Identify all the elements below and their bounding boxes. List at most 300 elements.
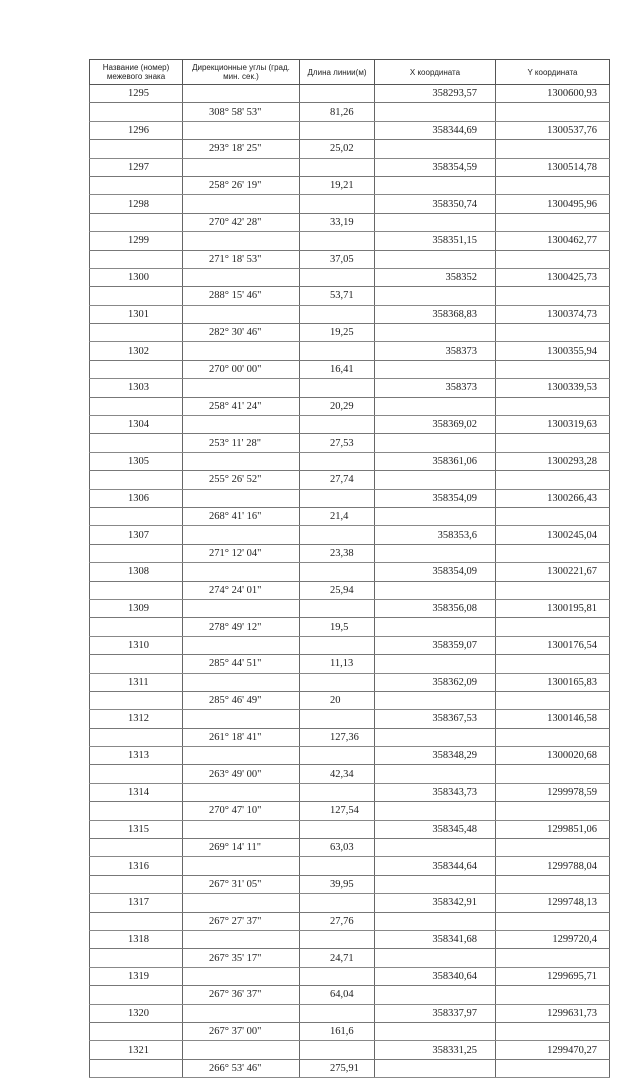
y-coordinate: 1299631,73 [496, 1004, 610, 1022]
empty-cell [183, 452, 300, 470]
empty-cell [183, 783, 300, 801]
empty-cell [90, 691, 183, 709]
direction-angle: 261° 18' 41" [183, 728, 300, 746]
table-row-point [90, 673, 610, 691]
empty-cell [375, 324, 496, 342]
empty-cell [183, 85, 300, 103]
table-row-segment [90, 1059, 610, 1077]
empty-cell [496, 655, 610, 673]
x-coordinate: 358342,91 [375, 894, 496, 912]
table-row-segment [90, 176, 610, 194]
table-row-point [90, 563, 610, 581]
empty-cell [183, 636, 300, 654]
line-length: 33,19 [300, 213, 375, 231]
x-coordinate: 358356,08 [375, 599, 496, 617]
table-row-point [90, 268, 610, 286]
y-coordinate: 1300176,54 [496, 636, 610, 654]
empty-cell [496, 103, 610, 121]
table-row-point [90, 636, 610, 654]
table-row-segment [90, 949, 610, 967]
point-name: 1300 [90, 268, 183, 286]
table-row-point [90, 894, 610, 912]
direction-angle: 308° 58' 53" [183, 103, 300, 121]
table-row-segment [90, 471, 610, 489]
direction-angle: 267° 37' 00" [183, 1022, 300, 1040]
point-name: 1302 [90, 342, 183, 360]
direction-angle: 258° 41' 24" [183, 397, 300, 415]
empty-cell [183, 930, 300, 948]
x-coordinate: 358343,73 [375, 783, 496, 801]
point-name: 1312 [90, 710, 183, 728]
empty-cell [90, 875, 183, 893]
direction-angle: 266° 53' 46" [183, 1059, 300, 1077]
point-name: 1316 [90, 857, 183, 875]
x-coordinate: 358344,64 [375, 857, 496, 875]
point-name: 1295 [90, 85, 183, 103]
empty-cell [183, 1004, 300, 1022]
empty-cell [375, 802, 496, 820]
empty-cell [90, 434, 183, 452]
table-row-point [90, 379, 610, 397]
table-row-point [90, 599, 610, 617]
table-row-segment [90, 360, 610, 378]
x-coordinate: 358373 [375, 379, 496, 397]
point-name: 1296 [90, 121, 183, 139]
table-row-segment [90, 287, 610, 305]
empty-cell [90, 213, 183, 231]
x-coordinate: 358340,64 [375, 967, 496, 985]
direction-angle: 278° 49' 12" [183, 618, 300, 636]
empty-cell [375, 986, 496, 1004]
table-row-segment [90, 765, 610, 783]
empty-cell [90, 618, 183, 636]
point-name: 1320 [90, 1004, 183, 1022]
table-row-segment [90, 140, 610, 158]
x-coordinate: 358367,53 [375, 710, 496, 728]
line-length: 19,21 [300, 176, 375, 194]
empty-cell [300, 1041, 375, 1059]
direction-angle: 293° 18' 25" [183, 140, 300, 158]
boundary-table-sheet [89, 59, 609, 1078]
table-row-point [90, 857, 610, 875]
empty-cell [496, 397, 610, 415]
empty-cell [496, 912, 610, 930]
table-row-segment [90, 581, 610, 599]
direction-angle: 267° 35' 17" [183, 949, 300, 967]
table-row-point [90, 121, 610, 139]
table-row-segment [90, 434, 610, 452]
line-length: 127,54 [300, 802, 375, 820]
direction-angle: 282° 30' 46" [183, 324, 300, 342]
table-row-segment [90, 875, 610, 893]
empty-cell [300, 1004, 375, 1022]
x-coordinate: 358354,59 [375, 158, 496, 176]
point-name: 1321 [90, 1041, 183, 1059]
empty-cell [496, 434, 610, 452]
point-name: 1297 [90, 158, 183, 176]
point-name: 1314 [90, 783, 183, 801]
table-row-segment [90, 839, 610, 857]
point-name: 1298 [90, 195, 183, 213]
y-coordinate: 1300020,68 [496, 747, 610, 765]
table-row-segment [90, 691, 610, 709]
table-row-point [90, 1004, 610, 1022]
y-coordinate: 1300374,73 [496, 305, 610, 323]
empty-cell [496, 360, 610, 378]
empty-cell [90, 655, 183, 673]
point-name: 1318 [90, 930, 183, 948]
empty-cell [90, 1022, 183, 1040]
line-length: 64,04 [300, 986, 375, 1004]
point-name: 1299 [90, 232, 183, 250]
line-length: 39,95 [300, 875, 375, 893]
line-length: 19,25 [300, 324, 375, 342]
line-length: 23,38 [300, 544, 375, 562]
x-coordinate: 358354,09 [375, 563, 496, 581]
empty-cell [375, 765, 496, 783]
y-coordinate: 1299695,71 [496, 967, 610, 985]
empty-cell [375, 176, 496, 194]
empty-cell [90, 839, 183, 857]
y-coordinate: 1300355,94 [496, 342, 610, 360]
x-coordinate: 358350,74 [375, 195, 496, 213]
table-row-segment [90, 986, 610, 1004]
y-coordinate: 1299720,4 [496, 930, 610, 948]
point-name: 1307 [90, 526, 183, 544]
table-row-segment [90, 324, 610, 342]
table-row-point [90, 489, 610, 507]
x-coordinate: 358348,29 [375, 747, 496, 765]
x-coordinate: 358344,69 [375, 121, 496, 139]
direction-angle: 285° 44' 51" [183, 655, 300, 673]
empty-cell [375, 618, 496, 636]
empty-cell [375, 912, 496, 930]
line-length: 27,74 [300, 471, 375, 489]
empty-cell [375, 949, 496, 967]
table-row-segment [90, 250, 610, 268]
point-name: 1301 [90, 305, 183, 323]
empty-cell [300, 857, 375, 875]
y-coordinate: 1300462,77 [496, 232, 610, 250]
empty-cell [183, 305, 300, 323]
header-y: Y координата [496, 60, 610, 85]
direction-angle: 263° 49' 00" [183, 765, 300, 783]
empty-cell [300, 526, 375, 544]
empty-cell [183, 526, 300, 544]
table-row-segment [90, 397, 610, 415]
table-header-row [90, 60, 610, 85]
empty-cell [90, 1059, 183, 1077]
empty-cell [496, 250, 610, 268]
empty-cell [375, 1059, 496, 1077]
empty-cell [90, 728, 183, 746]
direction-angle: 253° 11' 28" [183, 434, 300, 452]
direction-angle: 267° 27' 37" [183, 912, 300, 930]
empty-cell [375, 581, 496, 599]
x-coordinate: 358359,07 [375, 636, 496, 654]
point-name: 1303 [90, 379, 183, 397]
empty-cell [300, 783, 375, 801]
table-row-point [90, 85, 610, 103]
y-coordinate: 1299748,13 [496, 894, 610, 912]
table-row-point [90, 1041, 610, 1059]
empty-cell [496, 875, 610, 893]
empty-cell [496, 802, 610, 820]
empty-cell [375, 875, 496, 893]
empty-cell [183, 416, 300, 434]
x-coordinate: 358361,06 [375, 452, 496, 470]
empty-cell [496, 839, 610, 857]
empty-cell [300, 599, 375, 617]
y-coordinate: 1299851,06 [496, 820, 610, 838]
empty-cell [90, 324, 183, 342]
x-coordinate: 358354,09 [375, 489, 496, 507]
empty-cell [183, 894, 300, 912]
empty-cell [496, 287, 610, 305]
line-length: 275,91 [300, 1059, 375, 1077]
empty-cell [300, 342, 375, 360]
point-name: 1304 [90, 416, 183, 434]
empty-cell [90, 360, 183, 378]
point-name: 1317 [90, 894, 183, 912]
table-row-segment [90, 802, 610, 820]
point-name: 1319 [90, 967, 183, 985]
direction-angle: 258° 26' 19" [183, 176, 300, 194]
point-name: 1309 [90, 599, 183, 617]
point-name: 1306 [90, 489, 183, 507]
x-coordinate: 358353,6 [375, 526, 496, 544]
header-name: Название (номер) межевого знака [90, 60, 183, 85]
empty-cell [90, 986, 183, 1004]
empty-cell [183, 1041, 300, 1059]
x-coordinate: 358369,02 [375, 416, 496, 434]
empty-cell [183, 489, 300, 507]
table-row-point [90, 930, 610, 948]
point-name: 1310 [90, 636, 183, 654]
header-length: Длина линии(м) [300, 60, 375, 85]
table-row-point [90, 747, 610, 765]
empty-cell [183, 342, 300, 360]
empty-cell [90, 287, 183, 305]
table-row-segment [90, 618, 610, 636]
table-body [90, 85, 610, 1078]
line-length: 53,71 [300, 287, 375, 305]
line-length: 20 [300, 691, 375, 709]
empty-cell [183, 710, 300, 728]
empty-cell [496, 324, 610, 342]
empty-cell [300, 195, 375, 213]
y-coordinate: 1300221,67 [496, 563, 610, 581]
empty-cell [183, 673, 300, 691]
direction-angle: 267° 36' 37" [183, 986, 300, 1004]
empty-cell [496, 949, 610, 967]
empty-cell [496, 140, 610, 158]
direction-angle: 267° 31' 05" [183, 875, 300, 893]
empty-cell [90, 544, 183, 562]
empty-cell [183, 857, 300, 875]
y-coordinate: 1300165,83 [496, 673, 610, 691]
empty-cell [496, 544, 610, 562]
empty-cell [375, 507, 496, 525]
empty-cell [375, 287, 496, 305]
empty-cell [183, 747, 300, 765]
direction-angle: 271° 18' 53" [183, 250, 300, 268]
empty-cell [496, 213, 610, 231]
line-length: 11,13 [300, 655, 375, 673]
direction-angle: 274° 24' 01" [183, 581, 300, 599]
table-row-point [90, 783, 610, 801]
table-row-segment [90, 1022, 610, 1040]
empty-cell [90, 949, 183, 967]
empty-cell [90, 802, 183, 820]
x-coordinate: 358341,68 [375, 930, 496, 948]
empty-cell [183, 563, 300, 581]
table-row-point [90, 158, 610, 176]
y-coordinate: 1300319,63 [496, 416, 610, 434]
empty-cell [300, 121, 375, 139]
empty-cell [183, 820, 300, 838]
table-row-point [90, 710, 610, 728]
empty-cell [300, 894, 375, 912]
empty-cell [375, 250, 496, 268]
line-length: 20,29 [300, 397, 375, 415]
direction-angle: 288° 15' 46" [183, 287, 300, 305]
line-length: 24,71 [300, 949, 375, 967]
table-row-point [90, 452, 610, 470]
empty-cell [90, 103, 183, 121]
y-coordinate: 1299978,59 [496, 783, 610, 801]
table-row-point [90, 820, 610, 838]
y-coordinate: 1300245,04 [496, 526, 610, 544]
empty-cell [90, 507, 183, 525]
y-coordinate: 1300266,43 [496, 489, 610, 507]
direction-angle: 269° 14' 11" [183, 839, 300, 857]
empty-cell [375, 728, 496, 746]
y-coordinate: 1300537,76 [496, 121, 610, 139]
point-name: 1315 [90, 820, 183, 838]
line-length: 25,02 [300, 140, 375, 158]
y-coordinate: 1300293,28 [496, 452, 610, 470]
boundary-coordinates-table [89, 59, 610, 1078]
empty-cell [300, 820, 375, 838]
direction-angle: 270° 47' 10" [183, 802, 300, 820]
line-length: 25,94 [300, 581, 375, 599]
empty-cell [375, 397, 496, 415]
empty-cell [496, 581, 610, 599]
table-row-segment [90, 912, 610, 930]
empty-cell [496, 986, 610, 1004]
y-coordinate: 1299470,27 [496, 1041, 610, 1059]
y-coordinate: 1300514,78 [496, 158, 610, 176]
empty-cell [375, 434, 496, 452]
line-length: 63,03 [300, 839, 375, 857]
empty-cell [183, 599, 300, 617]
x-coordinate: 358368,83 [375, 305, 496, 323]
empty-cell [300, 930, 375, 948]
empty-cell [375, 691, 496, 709]
empty-cell [300, 636, 375, 654]
y-coordinate: 1300425,73 [496, 268, 610, 286]
x-coordinate: 358373 [375, 342, 496, 360]
empty-cell [496, 765, 610, 783]
table-row-point [90, 967, 610, 985]
empty-cell [300, 305, 375, 323]
line-length: 161,6 [300, 1022, 375, 1040]
empty-cell [375, 140, 496, 158]
empty-cell [183, 232, 300, 250]
empty-cell [90, 397, 183, 415]
line-length: 37,05 [300, 250, 375, 268]
empty-cell [90, 765, 183, 783]
empty-cell [183, 268, 300, 286]
y-coordinate: 1300495,96 [496, 195, 610, 213]
empty-cell [300, 747, 375, 765]
header-angle: Дирекционные углы (град. мин. сек.) [183, 60, 300, 85]
empty-cell [90, 250, 183, 268]
table-row-segment [90, 544, 610, 562]
line-length: 21,4 [300, 507, 375, 525]
empty-cell [300, 967, 375, 985]
y-coordinate: 1300600,93 [496, 85, 610, 103]
table-row-point [90, 195, 610, 213]
x-coordinate: 358345,48 [375, 820, 496, 838]
empty-cell [300, 563, 375, 581]
line-length: 19,5 [300, 618, 375, 636]
direction-angle: 285° 46' 49" [183, 691, 300, 709]
point-name: 1305 [90, 452, 183, 470]
direction-angle: 271° 12' 04" [183, 544, 300, 562]
empty-cell [496, 618, 610, 636]
x-coordinate: 358337,97 [375, 1004, 496, 1022]
empty-cell [90, 176, 183, 194]
empty-cell [496, 691, 610, 709]
empty-cell [496, 507, 610, 525]
x-coordinate: 358362,09 [375, 673, 496, 691]
empty-cell [183, 195, 300, 213]
y-coordinate: 1300146,58 [496, 710, 610, 728]
point-name: 1311 [90, 673, 183, 691]
empty-cell [375, 213, 496, 231]
direction-angle: 270° 42' 28" [183, 213, 300, 231]
empty-cell [375, 655, 496, 673]
direction-angle: 270° 00' 00" [183, 360, 300, 378]
empty-cell [496, 1059, 610, 1077]
y-coordinate: 1299788,04 [496, 857, 610, 875]
table-row-segment [90, 213, 610, 231]
table-row-point [90, 342, 610, 360]
empty-cell [300, 452, 375, 470]
line-length: 27,76 [300, 912, 375, 930]
direction-angle: 255° 26' 52" [183, 471, 300, 489]
empty-cell [375, 544, 496, 562]
line-length: 16,41 [300, 360, 375, 378]
empty-cell [300, 232, 375, 250]
empty-cell [90, 581, 183, 599]
empty-cell [300, 85, 375, 103]
empty-cell [375, 839, 496, 857]
empty-cell [183, 158, 300, 176]
line-length: 127,36 [300, 728, 375, 746]
table-row-segment [90, 728, 610, 746]
x-coordinate: 358352 [375, 268, 496, 286]
empty-cell [300, 158, 375, 176]
empty-cell [90, 471, 183, 489]
empty-cell [496, 1022, 610, 1040]
empty-cell [300, 379, 375, 397]
x-coordinate: 358293,57 [375, 85, 496, 103]
empty-cell [90, 912, 183, 930]
empty-cell [183, 379, 300, 397]
